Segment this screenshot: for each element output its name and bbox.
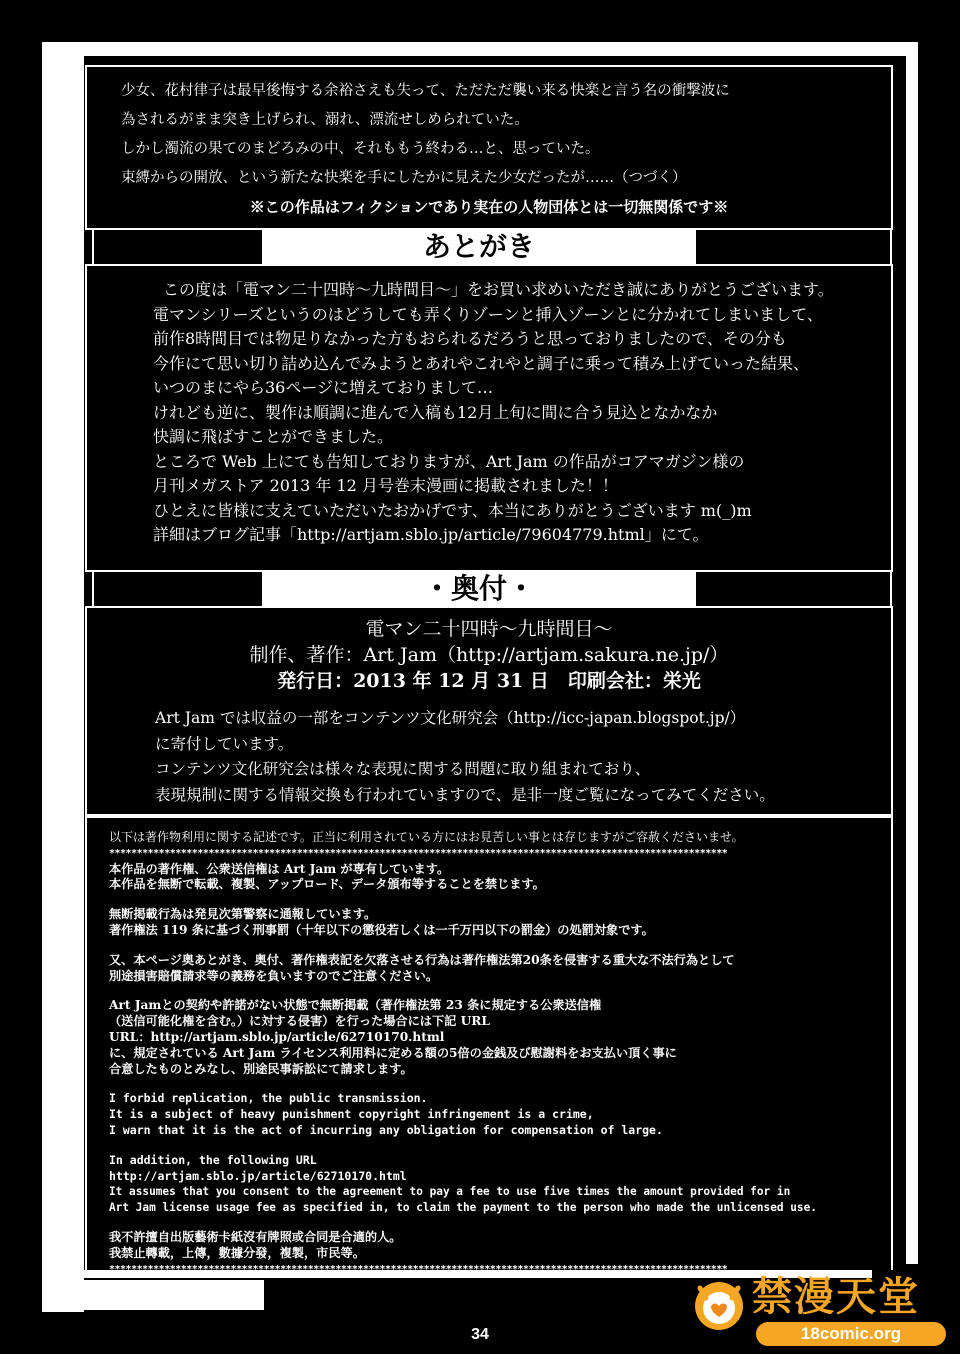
afterword-line: いつのまにやら36ページに増えておりまして…	[153, 378, 494, 397]
story-line: 少女、花村律子は最早後悔する余裕さえも失って、ただただ襲い来る快楽と言う名の衝撃波に	[121, 83, 730, 99]
top-page-rail	[42, 42, 918, 56]
afterword-heading: あとがき	[262, 230, 696, 264]
watermark-main: 禁漫天堂	[752, 1275, 920, 1319]
legal-separator: ****************************************************************************************************************	[109, 847, 728, 859]
fiction-disclaimer: ※この作品はフィクションであり実在の人物団体とは一切無関係です※	[249, 198, 729, 216]
donation-line: 表現規制に関する情報交換も行われていますので、是非一度ご覧になってみてください。	[155, 785, 775, 804]
legal-line: 本作品の著作権、公衆送信権は Art Jam が専有しています。	[109, 861, 450, 876]
legal-line: （送信可能化権を含む。）に対する侵害）を行った場合には下記 URL	[109, 1014, 490, 1029]
afterword-line: 前作8時間目では物足りなかった方もおられるだろうと思っておりましたので、その分も	[153, 329, 787, 348]
donation-line: コンテンツ文化研究会は様々な表現に関する問題に取り組まれており、	[155, 760, 651, 778]
legal-line: 無断掲載行為は発見次第警察に通報しています。	[109, 907, 377, 922]
legal-line: 別途損害賠償請求等の義務を負いますのでご注意ください。	[109, 968, 439, 983]
legal-line: Art Jamとの契約や許諾がない状態で無断掲載（著作権法第 23 条に規定する公衆送信権	[109, 998, 602, 1013]
legal-notice	[85, 816, 893, 1275]
left-page-rail	[42, 42, 84, 1312]
legal-line-en: It assumes that you consent to the agreement to pay a fee to use five times the amount provided for in	[109, 1185, 791, 1199]
afterword-line: 月刊メガストア 2013 年 12 月号巻末漫画に掲載されました！！	[153, 476, 618, 495]
legal-line-zh: 我禁止轉載，上傳，數據分發，複製，市民等。	[109, 1245, 365, 1260]
legal-line: URL：http://artjam.sblo.jp/article/62710170.html	[109, 1029, 445, 1044]
legal-line: 著作権法 119 条に基づく刑事罰（十年以下の懲役若しくは一千万円以下の罰金）の処罰対象です。	[109, 922, 654, 937]
legal-line-en: I forbid replication, the public transmission.	[109, 1091, 428, 1106]
legal-line-en: Art Jam license usage fee as specified in, to claim the payment to the person who made the unlicensed use.	[109, 1201, 817, 1215]
site-watermark	[690, 1272, 952, 1350]
colophon-box	[85, 606, 893, 816]
legal-line-en: In addition, the following URL	[109, 1152, 317, 1167]
page-number: 34	[471, 1326, 489, 1343]
bottom-white-strip	[84, 1280, 264, 1310]
afterword-line: 快調に飛ばすことができました。	[153, 427, 394, 446]
legal-line-en: It is a subject of heavy punishment copyright infringement is a crime,	[109, 1107, 594, 1122]
legal-line: 又、本ページ奥あとがき、奥付、著作権表記を欠落させる行為は著作権法第20条を侵害する重大な不法行為として	[109, 952, 735, 967]
afterword-line: 詳細はブログ記事「http://artjam.sblo.jp/article/79604779.html」にて。	[153, 525, 709, 544]
donation-note	[87, 694, 891, 808]
legal-intro: 以下は著作物利用に関する記述です。正当に利用されている方にはお見苦しい事とは存じますがご容赦くださいませ。	[109, 830, 744, 844]
legal-line-en: http://artjam.sblo.jp/article/62710170.html	[109, 1168, 407, 1183]
afterword-box	[85, 264, 893, 572]
donation-line: Art Jam では収益の一部をコンテンツ文化研究会（http://icc-japan.blogspot.jp/）	[155, 709, 746, 727]
legal-line: に、規定されている Art Jam ライセンス利用料に定める額の5倍の金銭及び慰謝料をお支払い頂く事に	[109, 1045, 677, 1060]
donation-line: に寄付しています。	[155, 734, 294, 753]
afterword-line: 電マンシリーズというのはどうしても弄くりゾーンと挿入ゾーンとに分かれてしまいまして、	[153, 304, 823, 324]
legal-line: 合意したものとみなし、別途民事訴訟にて請求します。	[109, 1061, 413, 1076]
right-page-rail	[906, 42, 918, 1264]
afterword-line: ひとえに皆様に支えていただいたおかげです、本当にありがとうございます m(_)m	[153, 500, 752, 520]
afterword-line: この度は「電マン二十四時～九時間目～」をお買い求めいただき誠にありがとうございます。	[163, 280, 834, 299]
watermark-sub: 18comic.org	[756, 1322, 946, 1346]
afterword-line: けれども逆に、製作は順調に進んで入稿も12月上旬に間に合う見込となかなか	[153, 402, 718, 422]
book-title: 電マン二十四時～九時間目～	[365, 618, 613, 640]
legal-line: 本作品を無断で転載、複製、アップロード、データ頒布等することを禁じます。	[109, 877, 545, 892]
publish-date: 発行日：2013 年 12 月 31 日 印刷会社：栄光	[277, 670, 701, 692]
legal-line-en: I warn that it is the act of incurring any obligation for compensation of large.	[109, 1122, 663, 1137]
mascot-icon	[690, 1276, 748, 1344]
afterword-line: 今作にて思い切り詰め込んでみようとあれやこれやと調子に乗って積み上げていった結果、	[153, 353, 810, 373]
book-author: 制作、著作：Art Jam（http://artjam.sakura.ne.jp/）	[249, 644, 729, 666]
legal-line-zh: 我不許擅自出版藝術卡紙沒有牌照或合同是合適的人。	[109, 1229, 402, 1244]
colophon-heading: ・奥付・	[262, 572, 696, 606]
story-line: 為されるがまま突き上げられ、溺れ、漂流せしめられていた。	[121, 112, 529, 128]
story-line: 束縛からの開放、という新たな快楽を手にしたかに見えた少女だったが……（つづく）	[121, 170, 687, 186]
legal-separator-end: ****************************************************************************************************************	[109, 1263, 728, 1275]
story-box	[85, 65, 893, 230]
story-line: しかし濁流の果てのまどろみの中、それももう終わる…と、思っていた。	[121, 141, 600, 157]
afterword-line: ところで Web 上にても告知しておりますが、Art Jam の作品がコアマガジン様の	[153, 451, 745, 471]
